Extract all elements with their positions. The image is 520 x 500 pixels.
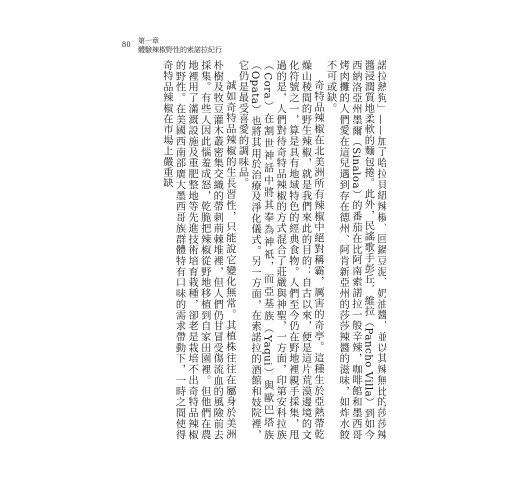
chapter-title: 體驗辣椒野性的索諾拉紀行 <box>138 46 222 54</box>
body-text <box>128 60 386 440</box>
running-head <box>138 37 222 55</box>
chapter-label: 第一章 <box>138 37 159 45</box>
paragraph: 奇特品辣椒在北美洲所有辣椒中絕對稱霸，厲害的奇亭。這種生於亞熱帶乾燥山稜間的野生辣椒，就是我們來此的目的：自古以來，便是這片荒漠邊境的文化符號之一，算是具有地域特色的經典食物。人們至今仍在野地裡親手採集，甩過的是，人們對待奇特品辣椒的方式混合了莊嚴與神聖，一方面，印第安科拉族（Cora）在割世神話中將其奉為神祇，而亞基族（Yaqui）與歐巴塔族（Opata）也將其用於治療及淨化儀式。另一方面，在索諾拉的酒館和妓院裡，它仍是最受喜愛的調味品。 <box>236 60 324 440</box>
paragraph: 諾拉熱狗」——加了哈拉貝紐辣椒、回鍋豆泥、奶油醬，並以其辣無比的莎莎辣醬浸潤質地柔軟的麵包捲。此外，民謠歌手彭丘．維拉（Pancho Villa）到如今西納洛亞州墨爾（Sinaloa）的番茄在比阿南索諾拉一般辛辣，咖啡館和墨西哥烤肉攤的人們愛在這兒遇到存在德州、阿肯新亞州的莎莎辣醬的滋味，如炸水餃不可或缺。 <box>324 60 386 440</box>
paragraph: 誠如奇特品辣椒的生長習性，只能說它變化無常。其植株往往在屬身於美洲朴樹及牧豆灌木叢密集交織的帶刺荊棘堆裡，但人們仍甘冒受傷流血的風險前去採集。有些人因此惱羞成怒，乾脆把辣椒從野地移植到自家田園裡。但他們在農地裡用了滿溉設施及重肥整地等先進技術培育栽種，卻老是栽培不出奇特品辣椒的野性。在美國西南部廣大墨西哥族群體特有口味的需求帶動下，一時之間使得奇特品辣椒在市場上嚴重缺 <box>160 60 235 440</box>
page-number: 80 <box>122 40 131 49</box>
